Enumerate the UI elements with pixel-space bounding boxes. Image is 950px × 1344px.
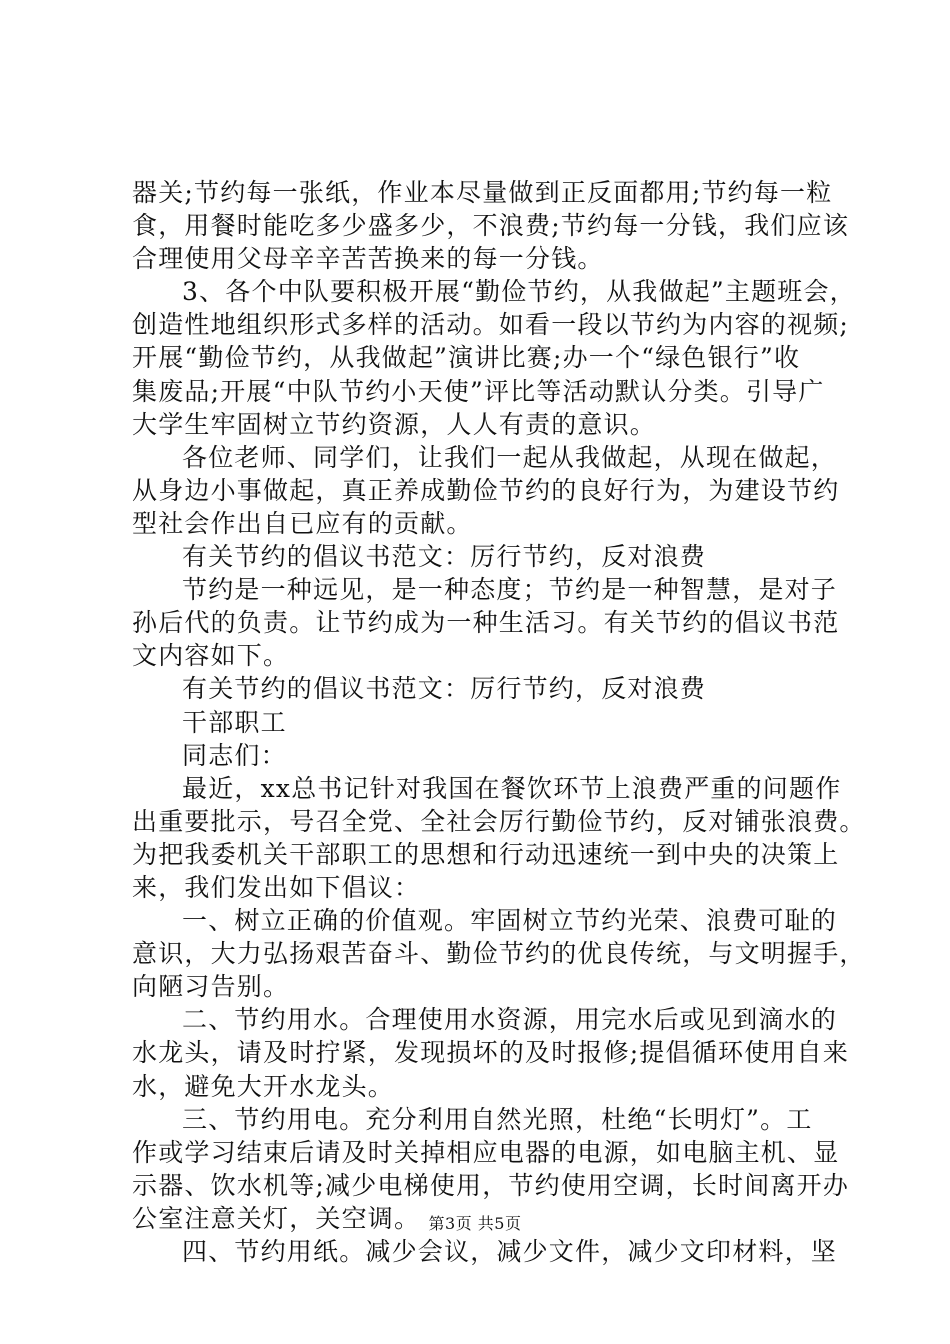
text-line: 作或学习结束后请及时关掉相应电器的电源，如电脑主机、显 (132, 1137, 840, 1167)
text-line: 开展“勤俭节约，从我做起”演讲比赛;办一个“绿色银行”收 (132, 343, 801, 373)
text-line: 公室注意关灯，关空调。 (132, 1203, 421, 1233)
text-line: 大学生牢固树立节约资源，人人有责的意识。 (132, 409, 657, 439)
text-line: 从身边小事做起，真正养成勤俭节约的良好行为，为建设节约 (132, 475, 840, 505)
text-line: 集废品;开展“中队节约小天使”评比等活动默认分类。引导广 (132, 376, 825, 406)
text-line: 向陋习告别。 (132, 972, 290, 1002)
text-line: 最近，xx总书记针对我国在餐饮环节上浪费严重的问题作 (182, 773, 842, 803)
text-line: 示器、饮水机等;减少电梯使用，节约使用空调，长时间离开办 (132, 1170, 850, 1200)
text-line: 二、节约用水。合理使用水资源，用完水后或见到滴水的 (182, 1005, 838, 1035)
text-line: 干部职工 (182, 707, 287, 737)
text-line: 意识，大力弘扬艰苦奋斗、勤俭节约的优良传统，与文明握手， (132, 939, 866, 969)
text-line: 四、节约用纸。减少会议，减少文件，减少文印材料，坚 (182, 1237, 838, 1266)
page-number-footer: 第3页 共5页 (428, 1214, 522, 1233)
text-line: 创造性地组织形式多样的活动。如看一段以节约为内容的视频; (132, 310, 850, 340)
text-line: 器关;节约每一张纸，作业本尽量做到正反面都用;节约每一粒 (132, 178, 833, 207)
text-line: 水龙头，请及时拧紧，发现损坏的及时报修;提倡循环使用自来 (132, 1038, 850, 1068)
text-line: 合理使用父母辛辛苦苦换来的每一分钱。 (132, 244, 604, 274)
text-line: 3、各个中队要积极开展“勤俭节约，从我做起”主题班会， (182, 277, 856, 307)
text-line: 文内容如下。 (132, 641, 290, 671)
text-line: 节约是一种远见，是一种态度；节约是一种智慧，是对子 (182, 575, 838, 605)
text-line: 水，避免大开水龙头。 (132, 1071, 395, 1101)
text-line: 有关节约的倡议书范文：厉行节约，反对浪费 (182, 542, 707, 572)
text-line: 来，我们发出如下倡议： (132, 872, 421, 902)
text-line: 同志们： (182, 740, 287, 770)
text-line: 为把我委机关干部职工的思想和行动迅速统一到中央的决策上 (132, 839, 840, 869)
text-line: 一、树立正确的价值观。牢固树立节约光荣、浪费可耻的 (182, 906, 838, 936)
text-line: 出重要批示，号召全党、全社会厉行勤俭节约，反对铺张浪费。 (132, 806, 866, 836)
document-body (132, 176, 866, 1268)
text-line: 食，用餐时能吃多少盛多少，不浪费;节约每一分钱，我们应该 (132, 211, 850, 241)
text-line: 三、节约用电。充分利用自然光照，杜绝“长明灯”。工 (182, 1104, 813, 1134)
text-line: 有关节约的倡议书范文：厉行节约，反对浪费 (182, 674, 707, 704)
text-line: 各位老师、同学们，让我们一起从我做起，从现在做起， (182, 442, 838, 472)
text-line: 孙后代的负责。让节约成为一种生活习。有关节约的倡议书范 (132, 608, 840, 638)
text-line: 型社会作出自已应有的贡献。 (132, 508, 473, 538)
